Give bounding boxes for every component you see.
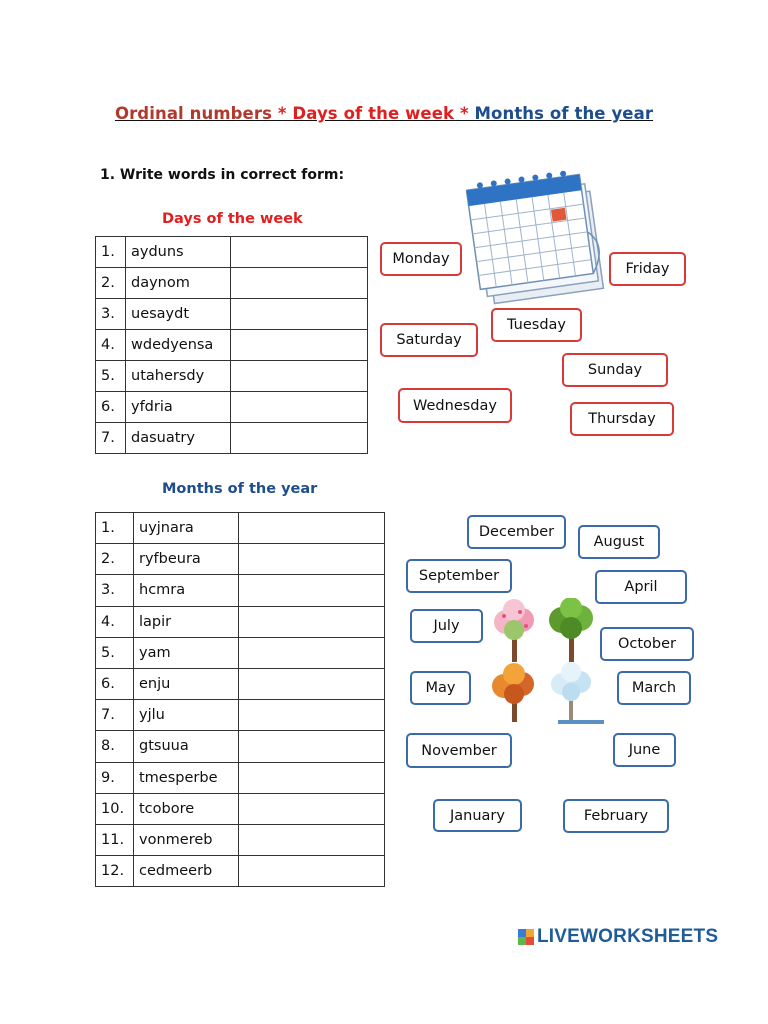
row-number: 11. — [96, 824, 134, 855]
answer-cell[interactable] — [231, 268, 368, 299]
table-row — [96, 637, 385, 668]
months-heading: Months of the year — [162, 481, 318, 497]
title-ordinal-numbers: Ordinal numbers — [114, 104, 272, 123]
scrambled-word: enju — [134, 668, 239, 699]
answer-cell[interactable] — [239, 762, 385, 793]
word-box-march[interactable]: March — [617, 671, 691, 705]
autumn-tree-icon — [492, 663, 534, 722]
scrambled-word: ayduns — [126, 237, 231, 268]
word-box-monday[interactable]: Monday — [380, 242, 462, 276]
liveworksheets-logo — [518, 926, 718, 948]
row-number: 2. — [96, 268, 126, 299]
row-number: 6. — [96, 392, 126, 423]
word-box-december[interactable]: December — [467, 515, 566, 549]
scrambled-word: yjlu — [134, 700, 239, 731]
scrambled-word: hcmra — [134, 575, 239, 606]
table-row — [96, 606, 385, 637]
answer-cell[interactable] — [239, 637, 385, 668]
word-box-tuesday[interactable]: Tuesday — [491, 308, 582, 342]
worksheet-title — [0, 104, 768, 123]
table-row — [96, 513, 385, 544]
title-separator: * — [272, 104, 293, 123]
row-number: 2. — [96, 544, 134, 575]
scrambled-word: yfdria — [126, 392, 231, 423]
word-box-september[interactable]: September — [406, 559, 512, 593]
row-number: 4. — [96, 606, 134, 637]
scrambled-word: daynom — [126, 268, 231, 299]
scrambled-word: gtsuua — [134, 731, 239, 762]
calendar-icon — [466, 168, 622, 310]
answer-cell[interactable] — [239, 606, 385, 637]
answer-cell[interactable] — [239, 700, 385, 731]
table-row — [96, 544, 385, 575]
answer-cell[interactable] — [239, 793, 385, 824]
answer-cell[interactable] — [231, 299, 368, 330]
scrambled-word: utahersdy — [126, 361, 231, 392]
word-box-january[interactable]: January — [433, 799, 522, 832]
row-number: 7. — [96, 423, 126, 454]
scrambled-word: dasuatry — [126, 423, 231, 454]
row-number: 4. — [96, 330, 126, 361]
spring-tree-icon — [494, 599, 534, 662]
title-days-of-week: Days of the week — [292, 104, 455, 123]
answer-cell[interactable] — [231, 423, 368, 454]
row-number: 3. — [96, 575, 134, 606]
word-box-thursday[interactable]: Thursday — [570, 402, 674, 436]
table-row — [96, 268, 368, 299]
scrambled-word: wdedyensa — [126, 330, 231, 361]
table-row — [96, 361, 368, 392]
table-row — [96, 237, 368, 268]
row-number: 6. — [96, 668, 134, 699]
logo-text: LIVEWORKSHEETS — [537, 926, 719, 947]
days-heading: Days of the week — [162, 211, 303, 227]
table-row — [96, 299, 368, 330]
summer-tree-icon — [549, 598, 593, 662]
word-box-may[interactable]: May — [410, 671, 471, 705]
answer-cell[interactable] — [231, 237, 368, 268]
word-box-june[interactable]: June — [613, 733, 676, 767]
table-row — [96, 423, 368, 454]
table-row — [96, 330, 368, 361]
table-row — [96, 668, 385, 699]
title-months-of-year: Months of the year — [474, 104, 654, 123]
months-table — [95, 512, 385, 887]
word-box-april[interactable]: April — [595, 570, 687, 604]
word-box-august[interactable]: August — [578, 525, 660, 559]
instruction: 1. Write words in correct form: — [100, 167, 345, 183]
table-row — [96, 856, 385, 887]
word-box-wednesday[interactable]: Wednesday — [398, 388, 512, 423]
row-number: 9. — [96, 762, 134, 793]
row-number: 8. — [96, 731, 134, 762]
table-row — [96, 731, 385, 762]
answer-cell[interactable] — [239, 824, 385, 855]
answer-cell[interactable] — [239, 856, 385, 887]
scrambled-word: uyjnara — [134, 513, 239, 544]
answer-cell[interactable] — [231, 330, 368, 361]
scrambled-word: yam — [134, 637, 239, 668]
logo-mark-icon — [518, 929, 534, 945]
word-box-sunday[interactable]: Sunday — [562, 353, 668, 387]
answer-cell[interactable] — [239, 731, 385, 762]
row-number: 1. — [96, 237, 126, 268]
answer-cell[interactable] — [239, 575, 385, 606]
word-box-february[interactable]: February — [563, 799, 669, 833]
row-number: 5. — [96, 361, 126, 392]
table-row — [96, 700, 385, 731]
scrambled-word: tmesperbe — [134, 762, 239, 793]
days-table — [95, 236, 368, 454]
word-box-saturday[interactable]: Saturday — [380, 323, 478, 357]
answer-cell[interactable] — [239, 513, 385, 544]
row-number: 1. — [96, 513, 134, 544]
title-separator: * — [454, 104, 475, 123]
table-row — [96, 762, 385, 793]
word-box-july[interactable]: July — [410, 609, 483, 643]
scrambled-word: tcobore — [134, 793, 239, 824]
scrambled-word: uesaydt — [126, 299, 231, 330]
scrambled-word: ryfbeura — [134, 544, 239, 575]
seasons-trees-icon — [488, 598, 606, 728]
scrambled-word: vonmereb — [134, 824, 239, 855]
table-row — [96, 793, 385, 824]
word-box-november[interactable]: November — [406, 733, 512, 768]
winter-tree-icon — [551, 662, 604, 724]
word-box-friday[interactable]: Friday — [609, 252, 686, 286]
row-number: 7. — [96, 700, 134, 731]
answer-cell[interactable] — [239, 544, 385, 575]
row-number: 12. — [96, 856, 134, 887]
row-number: 10. — [96, 793, 134, 824]
table-row — [96, 575, 385, 606]
row-number: 5. — [96, 637, 134, 668]
table-row — [96, 392, 368, 423]
table-row — [96, 824, 385, 855]
answer-cell[interactable] — [239, 668, 385, 699]
row-number: 3. — [96, 299, 126, 330]
scrambled-word: cedmeerb — [134, 856, 239, 887]
scrambled-word: lapir — [134, 606, 239, 637]
answer-cell[interactable] — [231, 392, 368, 423]
word-box-october[interactable]: October — [600, 627, 694, 661]
answer-cell[interactable] — [231, 361, 368, 392]
